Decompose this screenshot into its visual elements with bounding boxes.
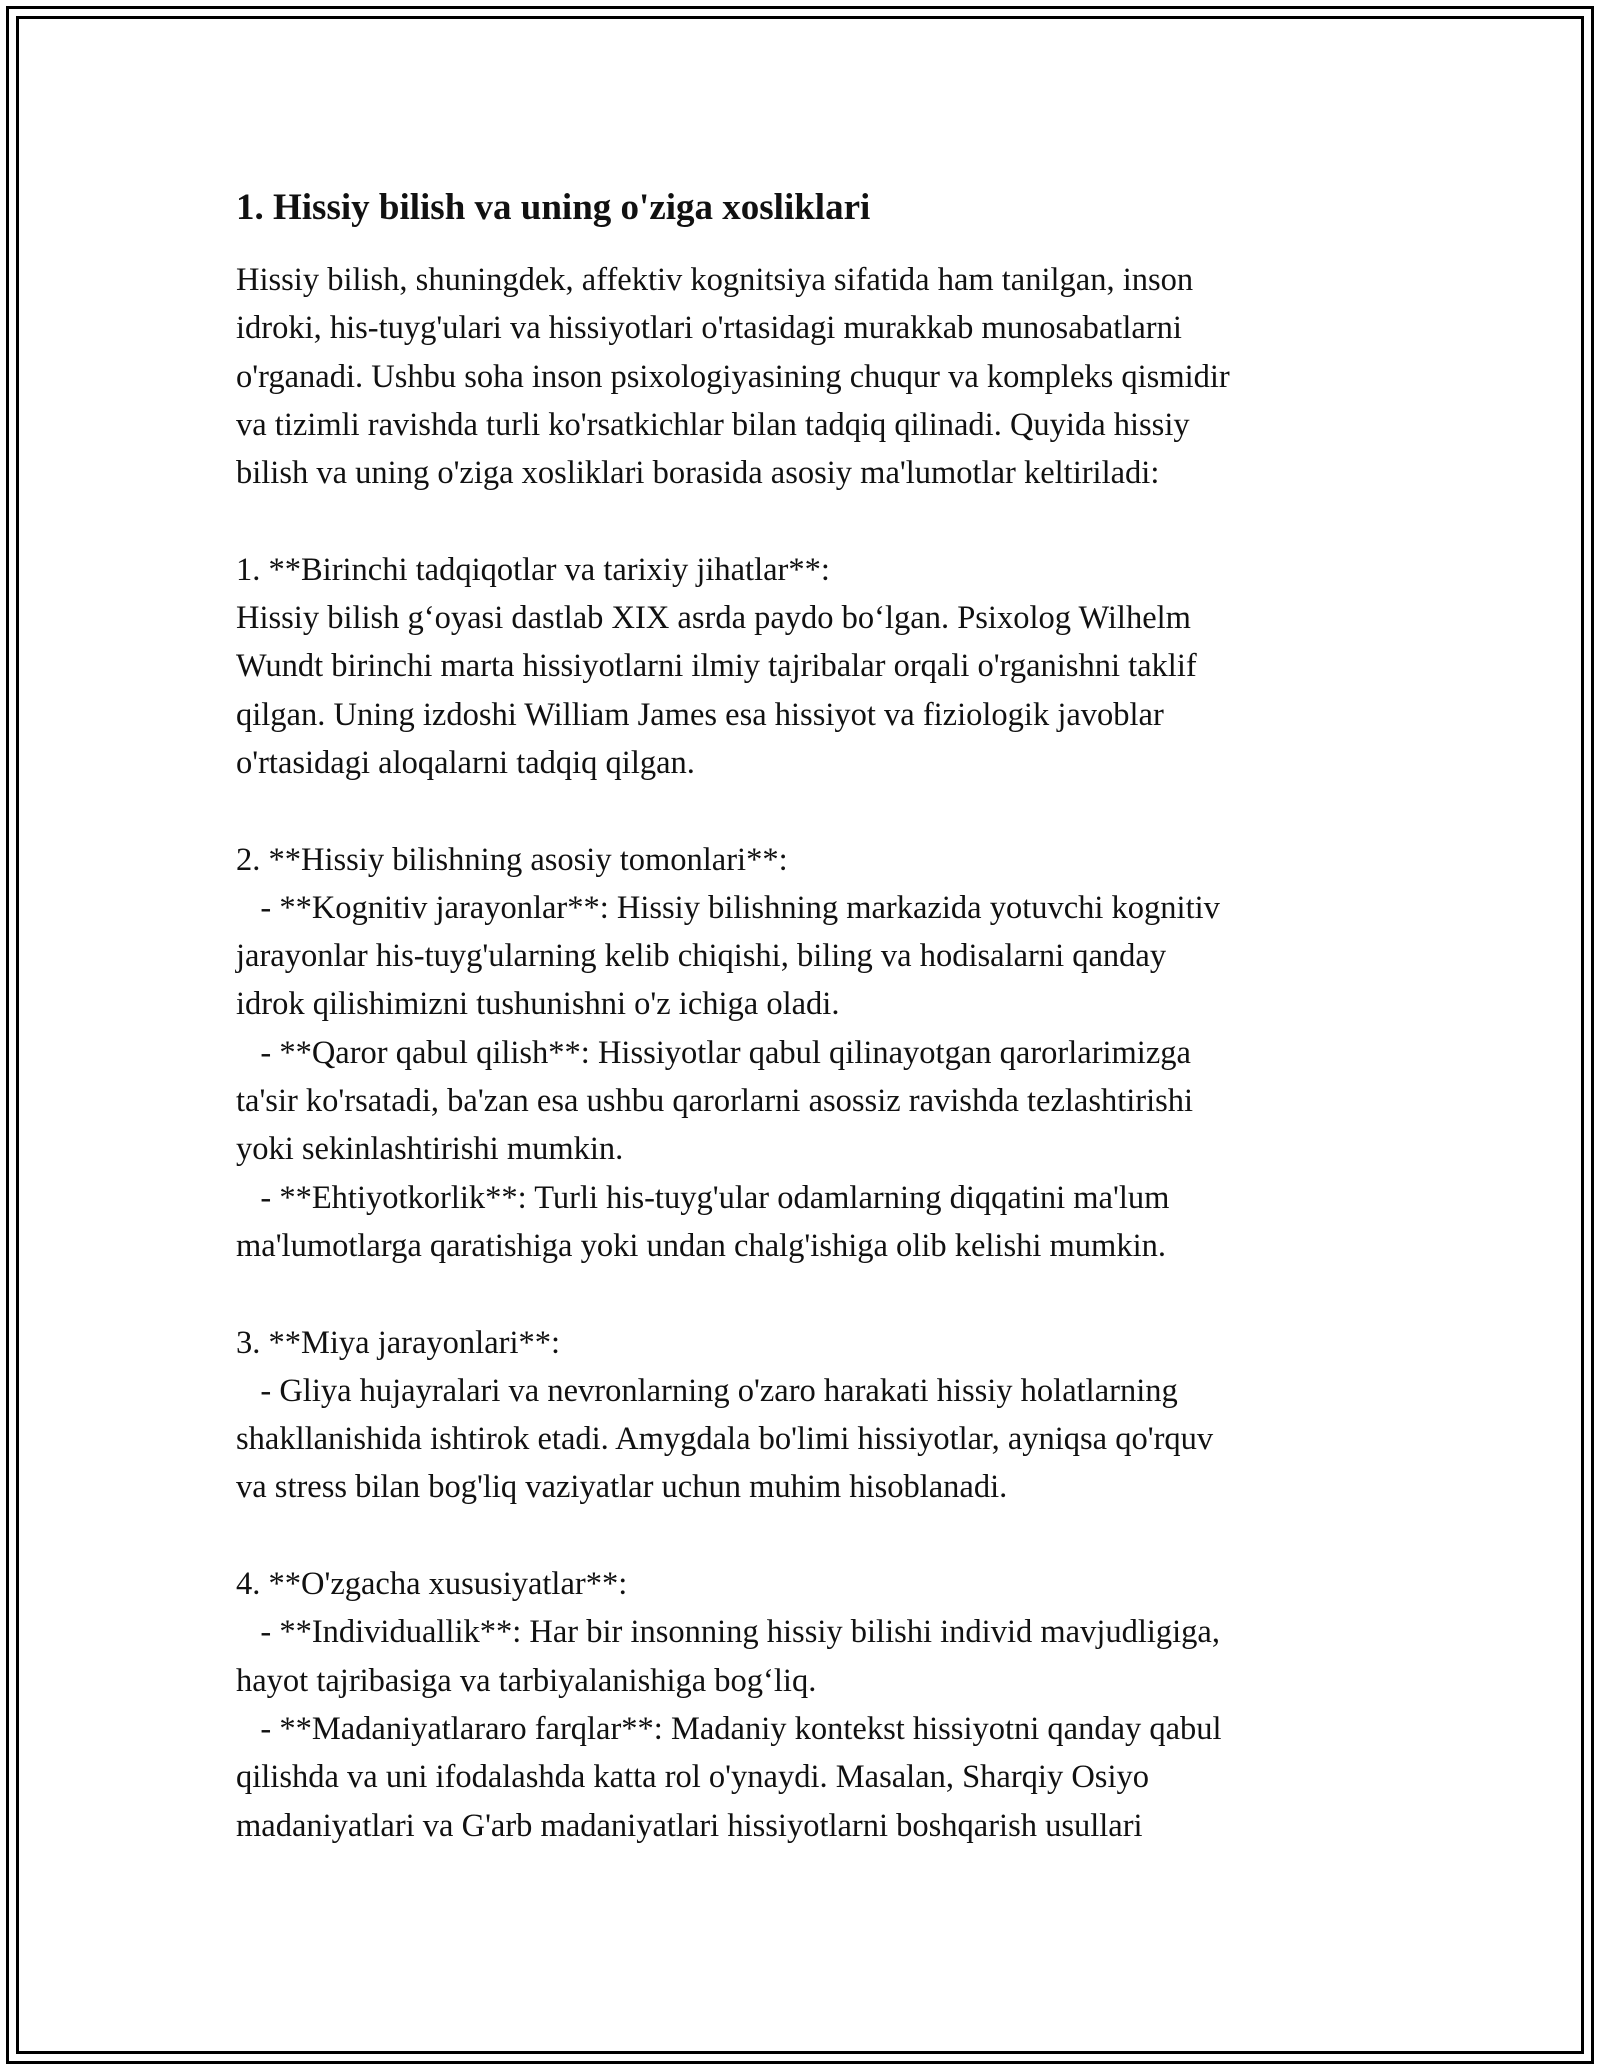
text-line: Wundt birinchi marta hissiyotlarni ilmiy tajribalar orqali o'rganishni taklif <box>236 648 1197 685</box>
text-line: 2. **Hissiy bilishning asosiy tomonlari**: <box>236 841 788 878</box>
text-line: o'rganadi. Ushbu soha inson psixologiyasining chuqur va kompleks qismidir <box>236 358 1230 395</box>
text-line: idroki, his-tuyg'ulari va hissiyotlari o'rtasidagi murakkab munosabatlarni <box>236 310 1182 347</box>
text-line: ta'sir ko'rsatadi, ba'zan esa ushbu qarorlarni asossiz ravishda tezlashtirishi <box>236 1083 1194 1120</box>
text-line: shakllanishida ishtirok etadi. Amygdala bo'limi hissiyotlar, ayniqsa qo'rquv <box>236 1421 1214 1458</box>
document-body <box>236 184 1386 1850</box>
text-line: bilish va uning o'ziga xosliklari borasida asosiy ma'lumotlar keltiriladi: <box>236 455 1160 492</box>
text-line: madaniyatlari va G'arb madaniyatlari hissiyotlarni boshqarish usullari <box>236 1807 1143 1844</box>
text-lines <box>236 256 1386 1850</box>
text-line: - **Kognitiv jarayonlar**: Hissiy bilishning markazida yotuvchi kognitiv <box>236 889 1220 926</box>
text-line: o'rtasidagi aloqalarni tadqiq qilgan. <box>236 744 695 781</box>
text-line: - **Madaniyatlararo farqlar**: Madaniy kontekst hissiyotni qanday qabul <box>236 1710 1222 1747</box>
text-line: 3. **Miya jarayonlari**: <box>236 1324 561 1361</box>
text-line: qilgan. Uning izdoshi William James esa hissiyot va fiziologik javoblar <box>236 696 1164 733</box>
text-line: qilishda va uni ifodalashda katta rol o'ynaydi. Masalan, Sharqiy Osiyo <box>236 1759 1149 1796</box>
text-line: 4. **O'zgacha xususiyatlar**: <box>236 1566 628 1603</box>
text-line: - Gliya hujayralari va nevronlarning o'zaro harakati hissiy holatlarning <box>236 1372 1178 1409</box>
text-line <box>236 1270 1386 1318</box>
text-line: Hissiy bilish g‘oyasi dastlab XIX asrda paydo bo‘lgan. Psixolog Wilhelm <box>236 600 1191 637</box>
text-line: jarayonlar his-tuyg'ularning kelib chiqishi, biling va hodisalarni qanday <box>236 938 1167 975</box>
text-line: yoki sekinlashtirishi mumkin. <box>236 1131 624 1168</box>
text-line: 1. **Birinchi tadqiqotlar va tarixiy jihatlar**: <box>236 551 830 588</box>
text-line: hayot tajribasiga va tarbiyalanishiga bog‘liq. <box>236 1662 817 1699</box>
document-title: 1. Hissiy bilish va uning o'ziga xosliklari <box>236 187 871 228</box>
text-line: - **Individuallik**: Har bir insonning hissiy bilishi individ mavjudligiga, <box>236 1614 1220 1651</box>
text-line: - **Ehtiyotkorlik**: Turli his-tuyg'ular odamlarning diqqatini ma'lum <box>236 1179 1170 1216</box>
text-line <box>236 787 1386 835</box>
text-line <box>236 1512 1386 1560</box>
text-line: va tizimli ravishda turli ko'rsatkichlar bilan tadqiq qilinadi. Quyida hissiy <box>236 406 1190 443</box>
text-line: ma'lumotlarga qaratishiga yoki undan chalg'ishiga olib kelishi mumkin. <box>236 1227 1166 1264</box>
text-line: va stress bilan bog'liq vaziyatlar uchun muhim hisoblanadi. <box>236 1469 1008 1506</box>
text-line: - **Qaror qabul qilish**: Hissiyotlar qabul qilinayotgan qarorlarimizga <box>236 1034 1191 1071</box>
text-line: Hissiy bilish, shuningdek, affektiv kognitsiya sifatida ham tanilgan, inson <box>236 262 1194 298</box>
text-line: idrok qilishimizni tushunishni o'z ichiga oladi. <box>236 986 840 1023</box>
text-line <box>236 497 1386 545</box>
